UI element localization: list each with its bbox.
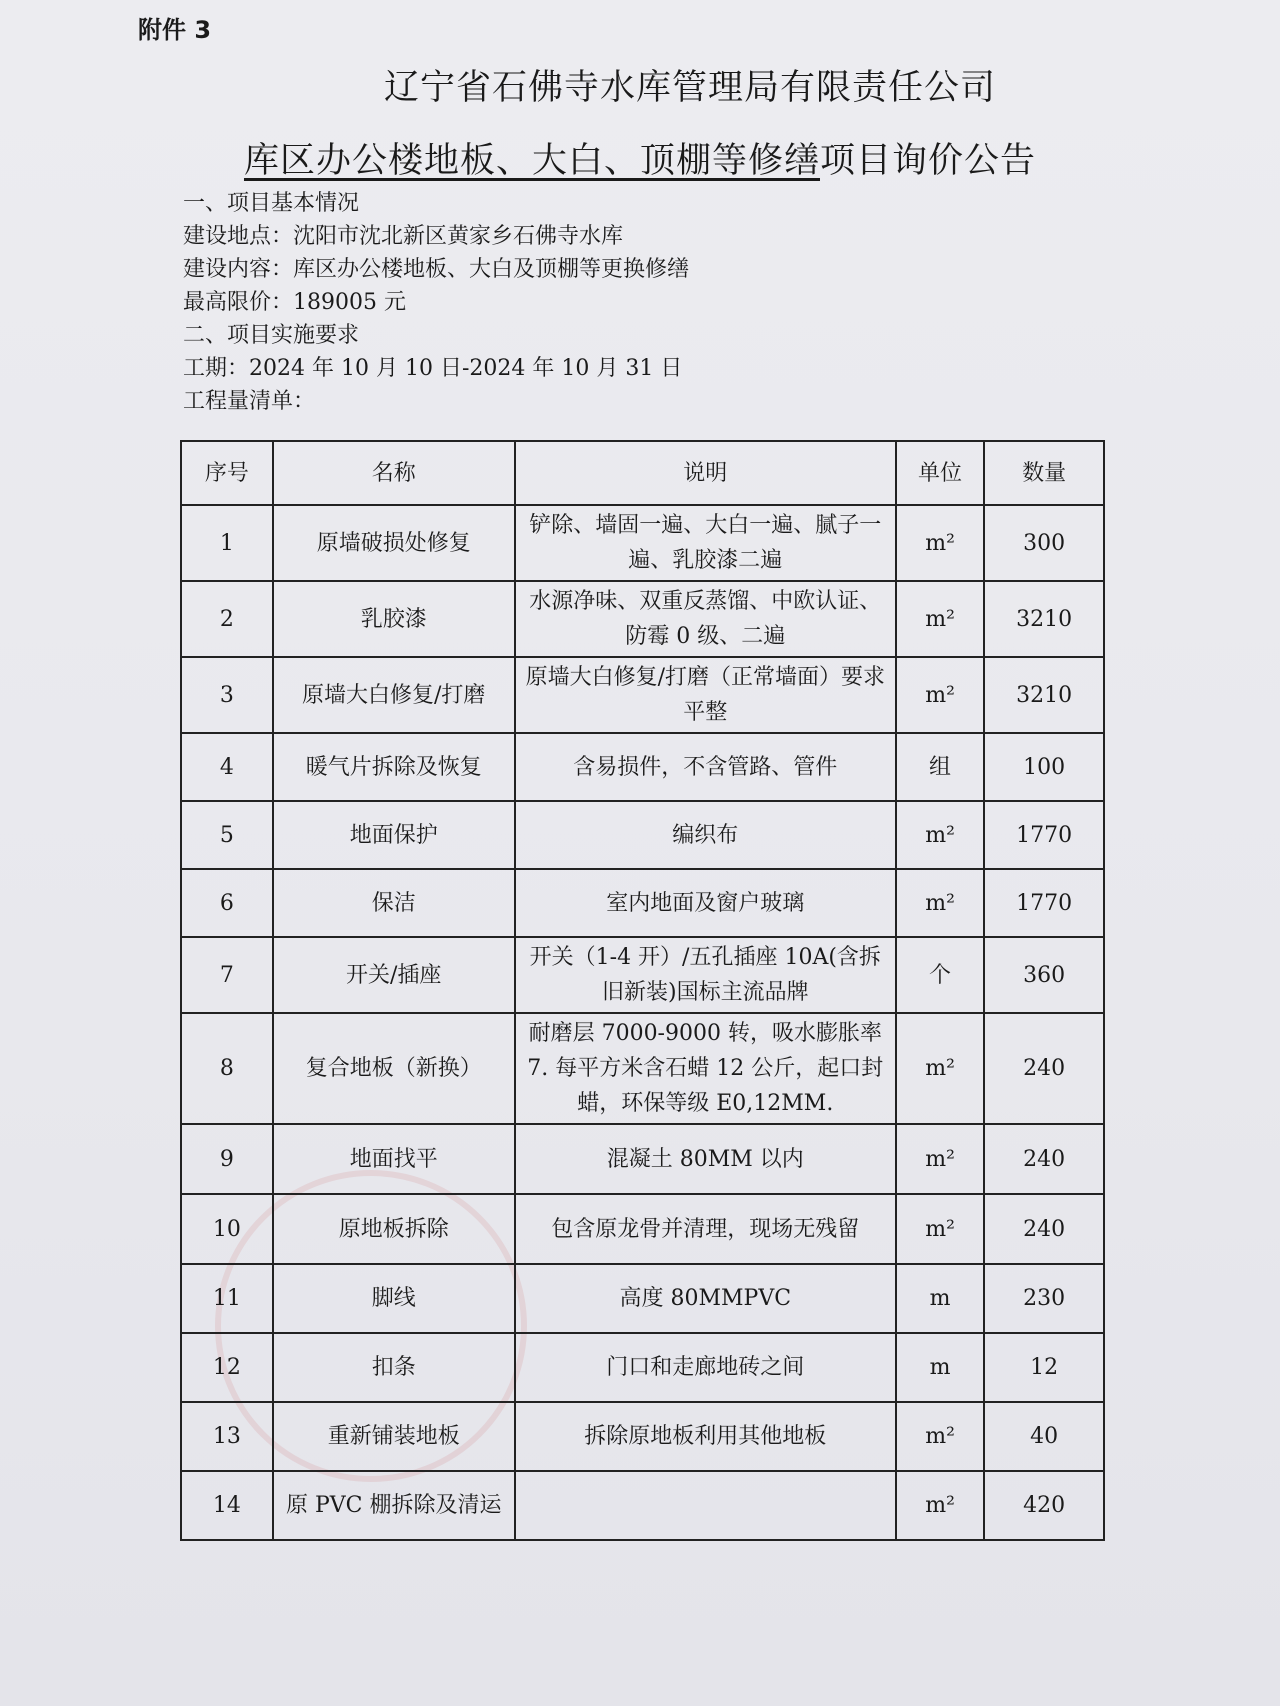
table-row (181, 869, 1104, 937)
cell-index: 1 (181, 505, 273, 581)
cell-quantity: 240 (984, 1124, 1104, 1194)
cell-name: 乳胶漆 (273, 581, 515, 657)
title-rest: 项目询价公告 (820, 141, 1037, 181)
cell-quantity: 40 (984, 1402, 1104, 1471)
cell-quantity: 1770 (984, 801, 1104, 869)
cell-name: 开关/插座 (273, 937, 515, 1013)
cell-unit: m² (896, 1013, 984, 1124)
cell-index: 10 (181, 1194, 273, 1264)
cell-quantity: 360 (984, 937, 1104, 1013)
cell-name: 暖气片拆除及恢复 (273, 733, 515, 801)
cell-index: 13 (181, 1402, 273, 1471)
cell-index: 5 (181, 801, 273, 869)
cell-unit: m (896, 1264, 984, 1333)
cell-index: 3 (181, 657, 273, 733)
cell-quantity: 3210 (984, 581, 1104, 657)
cell-unit: m² (896, 505, 984, 581)
table-row (181, 505, 1104, 581)
cell-name: 脚线 (273, 1264, 515, 1333)
cell-unit: 组 (896, 733, 984, 801)
cell-quantity: 230 (984, 1264, 1104, 1333)
cell-quantity: 240 (984, 1013, 1104, 1124)
cell-unit: m² (896, 657, 984, 733)
annex-label: 附件 3 (138, 16, 212, 44)
cell-name: 复合地板（新换） (273, 1013, 515, 1124)
cell-unit: m (896, 1333, 984, 1402)
cell-name: 地面保护 (273, 801, 515, 869)
cell-unit: m² (896, 1402, 984, 1471)
price-limit-line: 最高限价：189005 元 (183, 290, 406, 315)
cell-unit: 个 (896, 937, 984, 1013)
cell-index: 14 (181, 1471, 273, 1540)
cell-description: 水源净味、双重反蒸馏、中欧认证、防霉 0 级、二遍 (515, 581, 896, 657)
cell-index: 4 (181, 733, 273, 801)
table-header-row (181, 441, 1104, 505)
cell-description: 拆除原地板利用其他地板 (515, 1402, 896, 1471)
cell-quantity: 3210 (984, 657, 1104, 733)
header-quantity: 数量 (984, 441, 1104, 505)
cell-index: 8 (181, 1013, 273, 1124)
header-name: 名称 (273, 441, 515, 505)
schedule-line: 工期：2024 年 10 月 10 日-2024 年 10 月 31 日 (183, 356, 683, 381)
cell-quantity: 300 (984, 505, 1104, 581)
list-title: 工程量清单： (183, 389, 316, 414)
cell-index: 11 (181, 1264, 273, 1333)
cell-unit: m² (896, 1471, 984, 1540)
header-description: 说明 (515, 441, 896, 505)
cell-description: 含易损件，不含管路、管件 (515, 733, 896, 801)
cell-name: 原墙大白修复/打磨 (273, 657, 515, 733)
header-index: 序号 (181, 441, 273, 505)
section-heading-basic: 一、项目基本情况 (183, 191, 360, 216)
table-row (181, 657, 1104, 733)
cell-description: 编织布 (515, 801, 896, 869)
cell-name: 地面找平 (273, 1124, 515, 1194)
cell-index: 12 (181, 1333, 273, 1402)
quantity-table (180, 440, 1105, 1541)
table-body (181, 505, 1104, 1540)
company-name: 辽宁省石佛寺水库管理局有限责任公司 (383, 68, 996, 108)
cell-name: 原地板拆除 (273, 1194, 515, 1264)
table-row (181, 801, 1104, 869)
table-row (181, 1471, 1104, 1540)
cell-unit: m² (896, 869, 984, 937)
project-info (183, 187, 689, 418)
cell-name: 原 PVC 棚拆除及清运 (273, 1471, 515, 1540)
cell-name: 扣条 (273, 1333, 515, 1402)
cell-description (515, 1471, 896, 1540)
cell-quantity: 100 (984, 733, 1104, 801)
cell-unit: m² (896, 1194, 984, 1264)
cell-description: 包含原龙骨并清理，现场无残留 (515, 1194, 896, 1264)
table-row (181, 1124, 1104, 1194)
cell-name: 原墙破损处修复 (273, 505, 515, 581)
cell-name: 重新铺装地板 (273, 1402, 515, 1471)
cell-index: 6 (181, 869, 273, 937)
table-row (181, 1013, 1104, 1124)
cell-index: 7 (181, 937, 273, 1013)
cell-quantity: 12 (984, 1333, 1104, 1402)
title-underlined: 库区办公楼地板、大白、顶棚等修缮 (243, 141, 820, 181)
cell-quantity: 240 (984, 1194, 1104, 1264)
table-row (181, 581, 1104, 657)
cell-description: 室内地面及窗户玻璃 (515, 869, 896, 937)
cell-description: 混凝土 80MM 以内 (515, 1124, 896, 1194)
cell-unit: m² (896, 801, 984, 869)
cell-quantity: 420 (984, 1471, 1104, 1540)
cell-quantity: 1770 (984, 869, 1104, 937)
cell-description: 原墙大白修复/打磨（正常墙面）要求平整 (515, 657, 896, 733)
header-unit: 单位 (896, 441, 984, 505)
table-row (181, 1264, 1104, 1333)
cell-description: 开关（1-4 开）/五孔插座 10A(含拆旧新装)国标主流品牌 (515, 937, 896, 1013)
table-row (181, 937, 1104, 1013)
cell-index: 2 (181, 581, 273, 657)
table-row (181, 1333, 1104, 1402)
location-line: 建设地点：沈阳市沈北新区黄家乡石佛寺水库 (183, 224, 624, 249)
table-row (181, 1194, 1104, 1264)
cell-description: 高度 80MMPVC (515, 1264, 896, 1333)
cell-unit: m² (896, 581, 984, 657)
section-heading-requirements: 二、项目实施要求 (183, 323, 360, 348)
cell-unit: m² (896, 1124, 984, 1194)
cell-description: 铲除、墙固一遍、大白一遍、腻子一遍、乳胶漆二遍 (515, 505, 896, 581)
cell-name: 保洁 (273, 869, 515, 937)
content-line: 建设内容：库区办公楼地板、大白及顶棚等更换修缮 (183, 257, 690, 282)
cell-index: 9 (181, 1124, 273, 1194)
cell-description: 耐磨层 7000-9000 转，吸水膨胀率 7. 每平方米含石蜡 12 公斤，起口封蜡，环保等级 E0,12MM. (515, 1013, 896, 1124)
table-row (181, 733, 1104, 801)
table-row (181, 1402, 1104, 1471)
page-title (0, 133, 1280, 183)
cell-description: 门口和走廊地砖之间 (515, 1333, 896, 1402)
